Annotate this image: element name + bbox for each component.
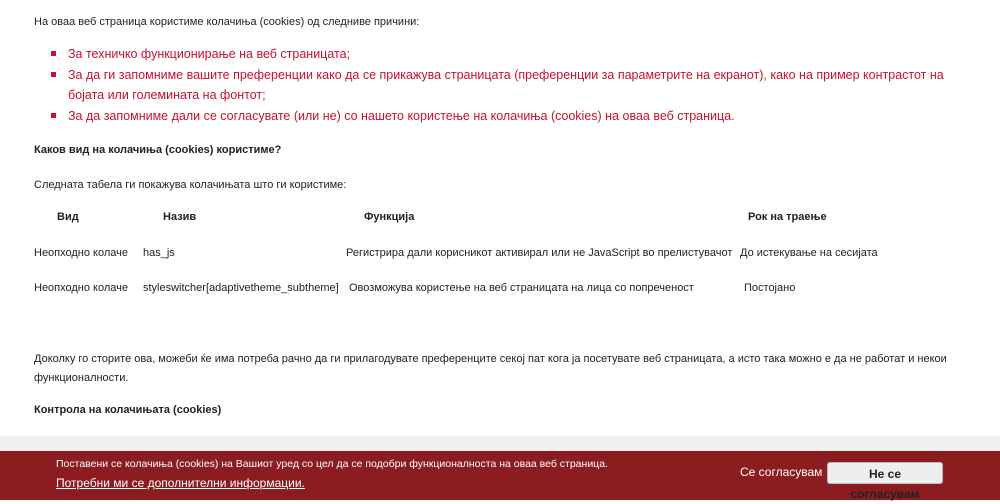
column-header-function: Функција xyxy=(364,211,415,223)
cookie-control-heading: Контрола на колачињата (cookies) xyxy=(34,404,222,416)
cookie-kinds-heading: Каков вид на колачиња (cookies) користиме? xyxy=(34,144,282,156)
page-footer-strip xyxy=(0,436,1000,451)
reasons-list xyxy=(48,44,983,127)
cookie-consent-bar xyxy=(0,451,1000,500)
table-cell-duration: До истекување на сесијата xyxy=(740,247,878,259)
agree-button[interactable]: Се согласувам xyxy=(740,465,823,479)
column-header-name: Назив xyxy=(163,211,197,223)
list-item: За да ги запомниме вашите преференции како да се прикажува страницата (преференции за параметрите на екранот), како на пример контрастот на бојата или големината на фонтот; xyxy=(48,65,983,105)
table-cell-name: has_js xyxy=(143,247,175,259)
preferences-note: Доколку го сторите ова, можеби ќе има потреба рачно да ги прилагодувате преференците секој пат кога ја посетувате веб страницата, а исто така можно е да не работат и некои функционалности. xyxy=(34,353,947,384)
list-item: За техничко функционирање на веб страницата; xyxy=(48,44,983,64)
more-info-link[interactable]: Потребни ми се дополнителни информации. xyxy=(56,476,305,490)
intro-text: На оваа веб страница користиме колачиња (cookies) од следниве причини: xyxy=(34,16,420,28)
list-item: За да запомниме дали се согласувате (или не) со нашето користење на колачиња (cookies) на оваа веб страница. xyxy=(48,106,983,126)
table-cell-name: styleswitcher[adaptivetheme_subtheme] xyxy=(143,282,339,294)
column-header-type: Вид xyxy=(57,211,79,223)
table-intro-text: Следната табела ги покажува колачињата што ги користиме: xyxy=(34,179,347,191)
table-cell-function: Овозможува користење на веб страницата на лица со попреченост xyxy=(349,282,694,294)
cookie-bar-message: Поставени се колачиња (cookies) на Вашиот уред со цел да се подобри функционалноста на оваа веб страница. xyxy=(56,458,608,470)
table-cell-type: Неопходно колаче xyxy=(34,282,129,294)
column-header-duration: Рок на траење xyxy=(748,211,827,223)
table-cell-type: Неопходно колаче xyxy=(34,247,129,259)
table-cell-function: Регистрира дали корисникот активирал или не JavaScript во прелистувачот xyxy=(346,247,733,259)
decline-button[interactable]: Не се согласувам xyxy=(827,462,943,484)
table-cell-duration: Постојано xyxy=(744,282,796,294)
